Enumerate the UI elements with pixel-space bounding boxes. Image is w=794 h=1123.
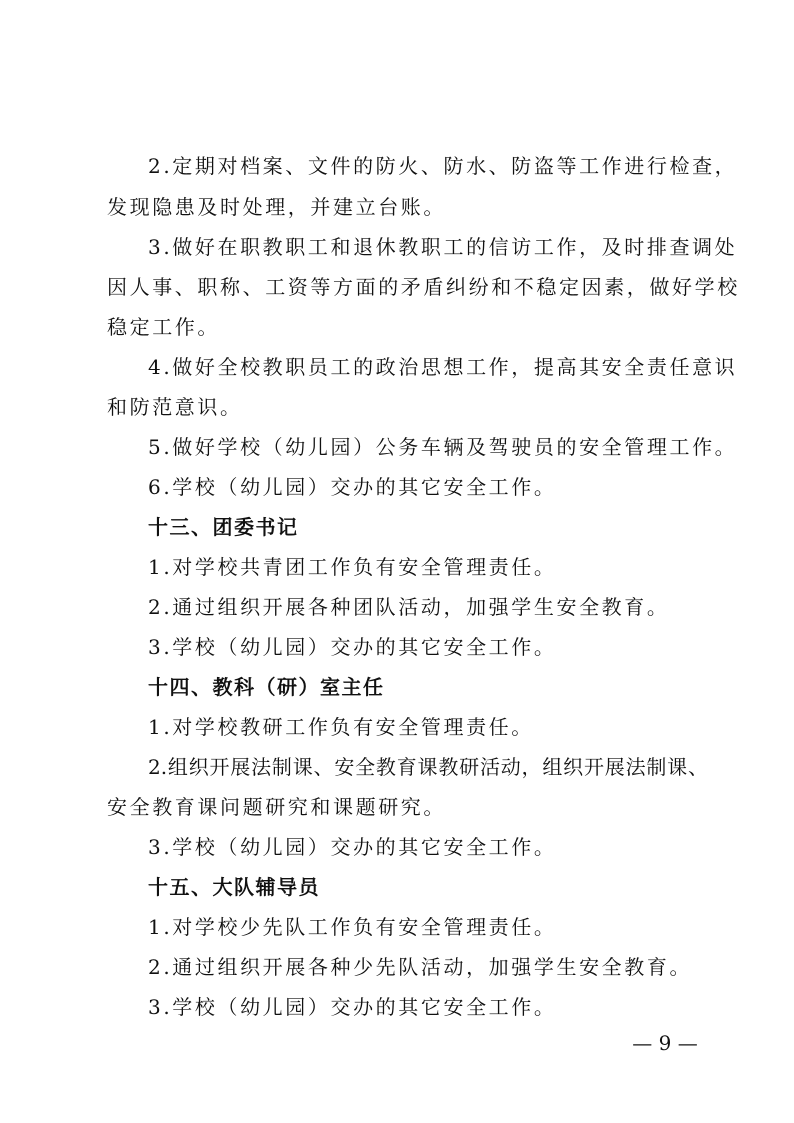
text-line: 3.学校（幼儿园）交办的其它安全工作。 <box>148 635 557 659</box>
text-line: 1.对学校少先队工作负有安全管理责任。 <box>148 915 557 939</box>
text-line: 1.对学校共青团工作负有安全管理责任。 <box>148 555 557 579</box>
text-line: 和防范意识。 <box>107 395 243 419</box>
text-line: 4.做好全校教职员工的政治思想工作，提高其安全责任意识 <box>148 355 738 379</box>
text-line: 2.组织开展法制课、安全教育课教研活动，组织开展法制课、 <box>148 755 708 779</box>
text-line: 5.做好学校（幼儿园）公务车辆及驾驶员的安全管理工作。 <box>148 435 738 459</box>
text-line: 3.学校（幼儿园）交办的其它安全工作。 <box>148 835 557 859</box>
section-heading: 十五、大队辅导员 <box>148 875 320 899</box>
section-heading: 十三、团委书记 <box>148 515 299 539</box>
text-line: 3.学校（幼儿园）交办的其它安全工作。 <box>148 995 557 1019</box>
section-heading: 十四、教科（研）室主任 <box>148 675 385 699</box>
text-line: 稳定工作。 <box>107 315 220 339</box>
text-line: 3.做好在职教职工和退休教职工的信访工作，及时排查调处 <box>148 235 738 259</box>
text-line: 2.通过组织开展各种少先队活动，加强学生安全教育。 <box>148 955 693 979</box>
text-line: 6.学校（幼儿园）交办的其它安全工作。 <box>148 475 557 499</box>
text-line: 1.对学校教研工作负有安全管理责任。 <box>148 715 534 739</box>
text-line: 2.通过组织开展各种团队活动，加强学生安全教育。 <box>148 595 670 619</box>
text-line: 发现隐患及时处理，并建立台账。 <box>107 195 446 219</box>
page-number: — 9 — <box>632 1031 698 1055</box>
text-line: 2.定期对档案、文件的防火、防水、防盗等工作进行检查， <box>148 154 738 178</box>
text-line: 因人事、职称、工资等方面的矛盾纠纷和不稳定因素，做好学校 <box>107 275 740 299</box>
text-line: 安全教育课问题研究和课题研究。 <box>107 795 446 819</box>
